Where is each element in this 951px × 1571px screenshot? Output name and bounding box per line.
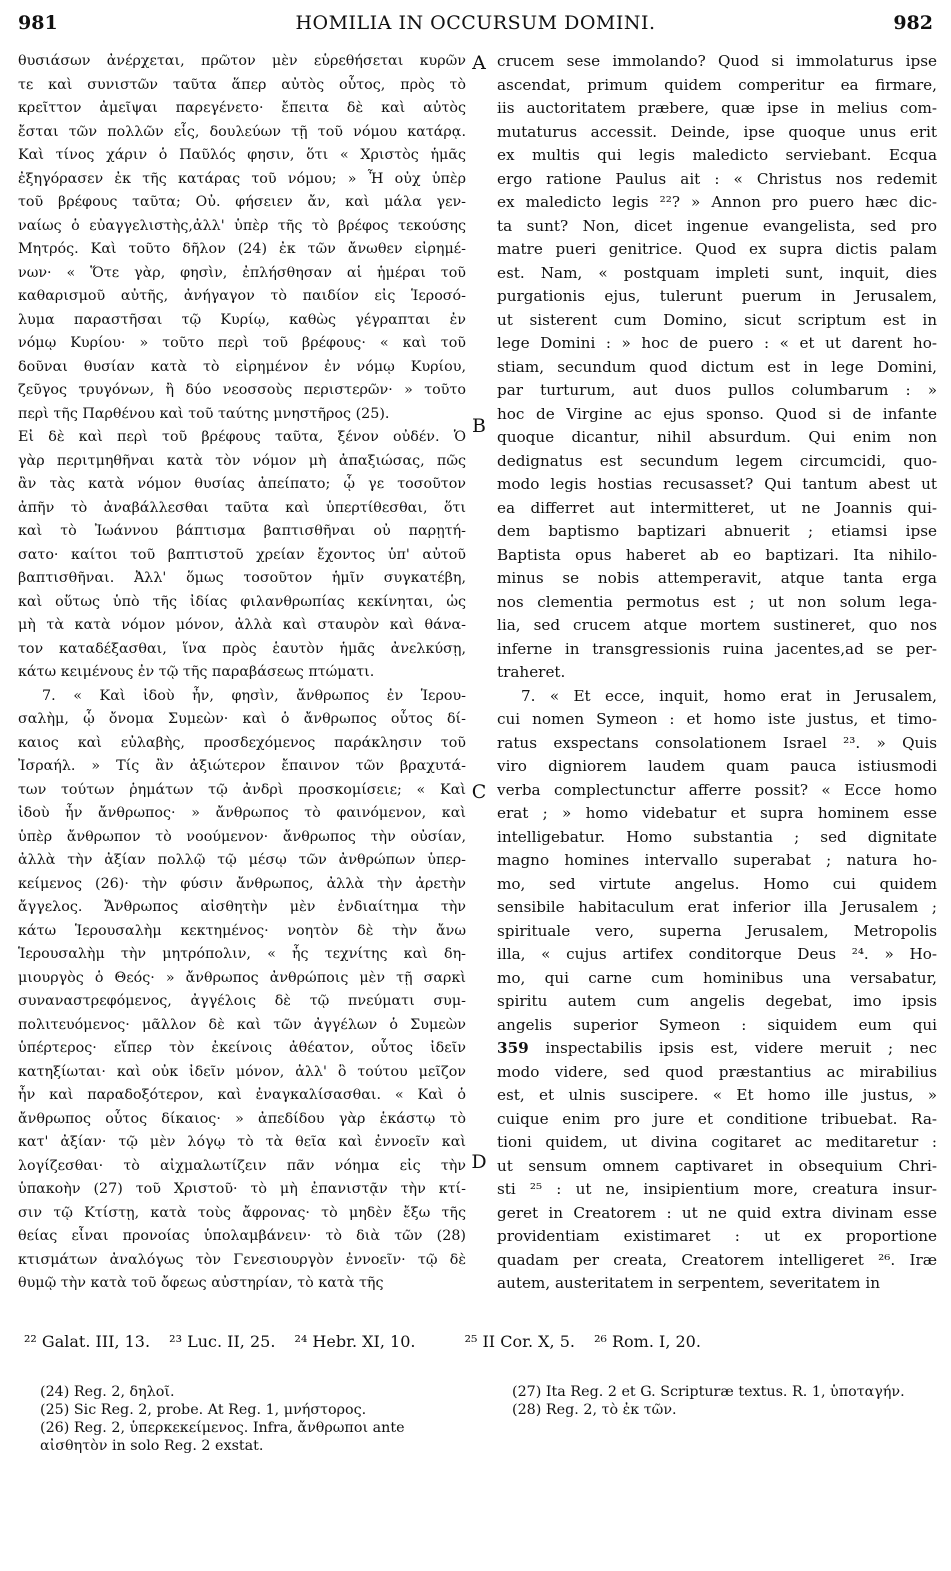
text-line: cui nomen Symeon : et homo iste justus, et timo- [497,710,937,728]
text-line: matre pueri genitrice. Quod ex supra dictis palam [497,240,937,258]
text-line: περὶ τῆς Παρθένου καὶ τοῦ ταύτης μνηστῆρος (25). [18,405,390,422]
text-line: νων· « Ὅτε γὰρ, φησὶν, ἐπλήσθησαν αἱ ἡμέραι τοῦ [18,264,466,281]
text-line: τοῦ βρέφους ταῦτα; Οὐ. φήσειεν ἄν, καὶ μάλα γεν- [18,194,466,210]
page-header [18,8,933,42]
text-line: μιουργὸς ὁ Θεός· » ἄνθρωπος ἀνθρώποις μὲν τῇ σαρκὶ [18,969,466,986]
text-line: iis auctoritatem præbere, quæ ipse in melius com- [497,99,937,117]
section-marker-c: C [471,781,487,803]
text-line: λυμα παραστῆσαι τῷ Κυρίῳ, καθὼς γέγραπται ἐν [18,311,466,328]
marginal-page-number: 359 [497,1039,529,1057]
text-line: est. Nam, « postquam impleti sunt, inquit, dies [497,263,937,282]
text-line: 359 inspectabilis ipsis est, videre meruit ; nec [497,1039,937,1057]
text-line: erat ; » homo videbatur et supra hominem esse [497,804,937,822]
text-line: τον καταδέξασθαι, ἵνα πρὸς ἑαυτὸν ἡμᾶς ἀνελκύσῃ, [18,640,466,657]
page-number-right: 982 [893,12,933,34]
text-line: mo, qui carne cum hominibus una versabatur, [497,968,937,987]
variant-notes-right [512,1383,932,1419]
scripture-ref: ²³ Luc. II, 25. [169,1332,276,1351]
text-line: modo legis hostias recusasset? Qui tantum abest ut [497,475,937,493]
text-line: Εἰ δὲ καὶ περὶ τοῦ βρέφους ταῦτα, ξένον οὐδέν. Ὁ [18,429,466,445]
variant-note: (27) Ita Reg. 2 et G. Scripturæ textus. R. 1, ὑποταγήν. [512,1384,905,1400]
text-line: ἀλλὰ τὴν ἀξίαν πολλῷ τῷ μέσῳ τῶν ἀνθρώπων ὑπερ- [18,852,466,868]
text-line: intelligebatur. Homo substantia ; sed dignitate [497,827,937,846]
scripture-ref: ²⁶ Rom. I, 20. [594,1332,701,1351]
text-line: viro digniorem laudem quam pauca istiusmodi [497,757,937,775]
text-line: magno homines intervallo superabat ; natura ho- [497,851,937,869]
text-line: nos clementia permotus est ; ut non solum lega- [497,592,937,611]
text-line: των τούτων ῥημάτων τῷ ἀνδρὶ προσκομίσειε; « Καὶ [18,781,466,798]
text-line: ἂν τὰς κατὰ νόμον θυσίας ἀπείπατο; ᾧ γε τοσοῦτον [18,476,466,492]
text-line: ex multis qui legis maledicto serviebant. Ecqua [497,146,937,164]
text-line: συναναστρεφόμενος, ἀγγέλοις δὲ τῷ πνεύματι συμ- [18,993,466,1009]
text-line: ζεῦγος τρυγόνων, ἢ δύο νεοσσοὺς περιστερῶν· » τοῦτο [18,382,466,398]
text-line: κτισμάτων ἀναλόγως τὸν Γενεσιουργὸν ἐννοεῖν· τῷ δὲ [18,1251,466,1268]
variant-note: (26) Reg. 2, ὑπερκεκείμενος. Infra, ἄνθρωποι ante αἰσθητὸν in solo Reg. 2 exstat. [40,1420,405,1454]
text-line: ἔσται τῶν πολλῶν εἷς, δουλεύων τῇ τοῦ νόμου κατάρᾳ. [18,123,466,140]
text-line: σατο· καίτοι τοῦ βαπτιστοῦ χρείαν ἔχοντος ὑπ' αὐτοῦ [18,546,466,563]
text-line: lege Domini : » hoc de puero : « et ut darent ho- [497,334,937,352]
text-line: Μητρός. Καὶ τοῦτο δῆλον (24) ἐκ τῶν ἄνωθεν εἰρημέ- [18,241,466,257]
scripture-ref: ²² Galat. III, 13. [24,1332,151,1351]
text-line: dem baptismo baptizari abnuerit ; etiamsi ipse [497,522,937,540]
text-line: σαλὴμ, ᾧ ὄνομα Συμεὼν· καὶ ὁ ἄνθρωπος οὗτος δί- [18,711,466,727]
text-line: μὴ τὰ κατὰ νόμον μόνον, ἀλλὰ καὶ σταυρὸν καὶ θάνα- [18,617,466,633]
text-line: Ἰσραήλ. » Τίς ἂν ἀξιώτερον ἔπαινον τῶν βραχυτά- [18,758,466,774]
scripture-references [24,1332,934,1351]
variant-note: (25) Sic Reg. 2, probe. At Reg. 1, μνήστορος. [40,1402,367,1418]
text-line: providentiam existimaret : ut ex proportione [497,1227,937,1245]
text-line: mo, sed virtute angelus. Homo cui quidem [497,874,937,893]
text-line: ut sisterent cum Domino, sicut scriptum est in [497,310,937,329]
text-line: καὶ τὸ Ἰωάννου βάπτισμα βαπτισθῆναι οὐ παρῃτή- [18,523,466,539]
text-line: mutaturus accessit. Deinde, ipse quoque unus erit [497,122,937,141]
text-line: quadam per creata, Creatorem intelligeret ²⁶. Iræ [497,1250,937,1269]
scripture-ref: ²⁴ Hebr. XI, 10. [294,1332,416,1351]
text-line: sensibile habitaculum erat inferior illa Jerusalem ; [497,898,937,916]
text-line: Ἱερουσαλὴμ τὴν μητρόπολιν, « ἧς τεχνίτης καὶ δη- [18,946,466,962]
text-line: κρεῖττον ἀμεῖψαι παρεγένετο· ἔπειτα δὲ καὶ αὐτὸς [18,100,466,116]
text-line: dedignatus est secundum legem circumcidi, quo- [497,451,937,470]
text-line: 7. « Et ecce, inquit, homo erat in Jerusalem, [521,686,937,705]
text-line: sti ²⁵ : ut ne, insipientium more, creatura insur- [497,1180,937,1198]
text-line: ascendat, primum quidem comperitur ea firmare, [497,75,937,94]
text-line: σιν τῷ Κτίστῃ, κατὰ τοὺς ἄφρονας· τὸ μηδὲν ἔξω τῆς [18,1204,466,1221]
text-line: καὶ οὕτως ὑπὸ τῆς ἰδίας φιλανθρωπίας κεκίνηται, ὡς [18,593,466,610]
section-marker-b: B [472,415,486,437]
text-line: τε καὶ συνιστῶν ταῦτα ἅπερ αὐτὸς οὗτος, πρὸς τὸ [18,76,466,93]
text-line: Baptista opus haberet ab eo baptizari. Ita nihilo- [497,545,937,564]
text-line: minus se nobis attemperavit, atque tanta erga [497,569,937,587]
page-number-left: 981 [18,12,58,34]
text-line: κατηξίωται· καὶ οὐκ ἰδεῖν μόνον, ἀλλ' ὃ τούτου μεῖζον [18,1063,466,1080]
text-line: stiam, secundum quod dictum est in lege Domini, [497,357,937,376]
variant-note: (28) Reg. 2, τὸ ἐκ τῶν. [512,1402,677,1418]
text-line: est, et ulnis suscipere. « Et homo ille justus, » [497,1086,937,1104]
text-line: inferne in transgressionis ruina jacentes,ad se per- [497,639,937,658]
text-line: modo videre, sed quod præstantius ac mirabilius [497,1062,937,1081]
text-line: lia, sed crucem atque mortem sustineret, quo nos [497,616,937,634]
text-line: ἀπῆν τὸ ἀναβάλλεσθαι ταῦτα καὶ ὑπερτίθεσθαι, ὅτι [18,499,466,516]
variant-notes-left [40,1383,470,1455]
text-line: crucem sese immolando? Quod si immolaturus ipse [497,52,937,70]
text-line: spirituale vero, superna Jerusalem, Metropolis [497,921,937,940]
text-line: traheret. [497,663,566,681]
text-line: ut sensum omnem captivaret in obsequium Chri- [497,1156,937,1175]
text-line: ta sunt? Non, dicet ingenue evangelista, sed pro [497,216,937,235]
scripture-ref: ²⁵ II Cor. X, 5. [464,1332,575,1351]
text-line: θείας εἶναι προνοίας ὑπολαμβάνειν· τὸ διὰ τῶν (28) [18,1228,466,1244]
text-line: ea differret aut intermitteret, ut ne Joannis qui- [497,498,937,517]
section-marker-a: A [472,52,486,74]
text-line: θυμῷ τὴν κατὰ τοῦ ὄφεως αὐστηρίαν, τὸ κατὰ τῆς [18,1275,384,1291]
text-line: ὑπακοὴν (27) τοῦ Χριστοῦ· τὸ μὴ ἐπανιστᾷν τὴν κτί- [18,1181,466,1197]
text-line: καθαρισμοῦ αὐτῆς, ἀνήγαγον τὸ παιδίον εἰς Ἱεροσό- [18,288,466,304]
text-line: 7. « Καὶ ἰδοὺ ἦν, φησὶν, ἄνθρωπος ἐν Ἱερου- [42,687,466,704]
text-line: κατ' ἀξίαν· τῷ μὲν λόγῳ τὸ τὰ θεῖα καὶ ἐννοεῖν καὶ [18,1134,466,1150]
text-line: λογίζεσθαι· τὸ αἰχμαλωτίζειν πᾶν νόημα εἰς τὴν [18,1157,466,1174]
text-line: γὰρ περιτμηθῆναι κατὰ τὸν νόμον μὴ ἀπαξιώσας, πῶς [18,452,466,469]
text-line: ὑπέρτερος· εἴπερ τὸν ἐκείνοις ἀθέατον, οὗτος ἰδεῖν [18,1040,466,1056]
text-line: ergo ratione Paulus ait : « Christus nos redemit [497,169,937,188]
text-line: κάτω κειμένους ἐν τῷ τῆς παραβάσεως πτώματι. [18,664,375,680]
text-line: par turturum, aut duos pullos columbarum : » [497,381,937,399]
running-title: HOMILIA IN OCCURSUM DOMINI. [295,12,656,34]
text-line: ναίως ὁ εὐαγγελιστὴς,ἀλλ' ὑπὲρ τῆς τὸ βρέφος τεκούσης [18,217,466,234]
text-line: cuique enim pro jure et conditione tribuebat. Ra- [497,1109,937,1128]
text-line: quoque dicantur, nihil absurdum. Qui enim non [497,428,937,446]
text-line: ἐξηγόρασεν ἐκ τῆς κατάρας τοῦ νόμου; » Ἦ οὐχ ὑπὲρ [18,170,466,187]
text-line: tioni quidem, ut divina cogitaret ac meditaretur : [497,1133,937,1151]
text-line: ratus exspectans consolationem Israel ²³. » Quis [497,733,937,752]
text-line: ἄνθρωπος οὗτος δίκαιος· » ἀπεδίδου γὰρ ἑκάστῳ τὸ [18,1110,466,1127]
text-line: ἰδοὺ ἦν ἄνθρωπος· » ἄνθρωπος τὸ φαινόμενον, καὶ [18,805,466,821]
text-line: δοῦναι θυσίαν κατὰ τὸ εἰρημένον ἐν νόμῳ Κυρίου, [18,358,466,375]
text-line: βαπτισθῆναι. Ἀλλ' ὅμως τοσοῦτον ἡμῖν συγκατέβη, [18,570,466,586]
variant-note: (24) Reg. 2, δηλοῖ. [40,1384,175,1400]
latin-column [497,50,937,1296]
text-line: πολιτευόμενος· μᾶλλον δὲ καὶ τῶν ἀγγέλων ὁ Συμεὼν [18,1016,466,1033]
text-line: ὑπὲρ ἄνθρωπον τὸ νοούμενον· ἄνθρωπος τὴν οὐσίαν, [18,828,466,845]
text-line: θυσιάσων ἀνέρχεται, πρῶτον μὲν εὑρεθήσεται κυρῶν [18,53,466,69]
text-line: Καὶ τίνος χάριν ὁ Παῦλός φησιν, ὅτι « Χριστὸς ἡμᾶς [18,147,466,163]
text-line: καιος καὶ εὐλαβὴς, προσδεχόμενος παράκλησιν τοῦ [18,734,466,751]
text-line: κάτω Ἱερουσαλὴμ κεκτημένος· νοητὸν δὲ τὴν ἄνω [18,922,466,939]
text-line: illa, « cujus artifex conditorque Deus ²⁴. » Ho- [497,945,937,963]
text-line: geret in Creatorem : ut ne quid extra divinam esse [497,1203,937,1222]
text-line: κείμενος (26)· τὴν φύσιν ἄνθρωπος, ἀλλὰ τὴν ἀρετὴν [18,875,466,892]
text-line: spiritu autem cum angelis degebat, imo ipsis [497,992,937,1010]
text-line: autem, austeritatem in serpentem, severitatem in [497,1274,881,1292]
text-line: verba complectunctur afferre possit? « Ecce homo [497,780,937,799]
text-line: angelis superior Symeon : siquidem eum qui [497,1015,937,1034]
text-line: hoc de Virgine ac ejus sponso. Quod si de infante [497,404,937,423]
text-line: ἄγγελος. Ἄνθρωπος αἰσθητὴν μὲν ἐνδιαίτημα τὴν [18,899,466,915]
section-marker-d: D [471,1151,487,1173]
text-line: purgationis ejus, tulerunt puerum in Jerusalem, [497,287,937,305]
text-line: ex maledicto legis ²²? » Annon pro puero hæc dic- [497,193,937,211]
text-line: ἦν καὶ παραδοξότερον, καὶ ἐναγκαλίσασθαι. « Καὶ ὁ [18,1087,466,1103]
greek-column [18,50,466,1296]
text-line: νόμῳ Κυρίου· » τοῦτο περὶ τοῦ βρέφους· « καὶ τοῦ [18,335,466,351]
